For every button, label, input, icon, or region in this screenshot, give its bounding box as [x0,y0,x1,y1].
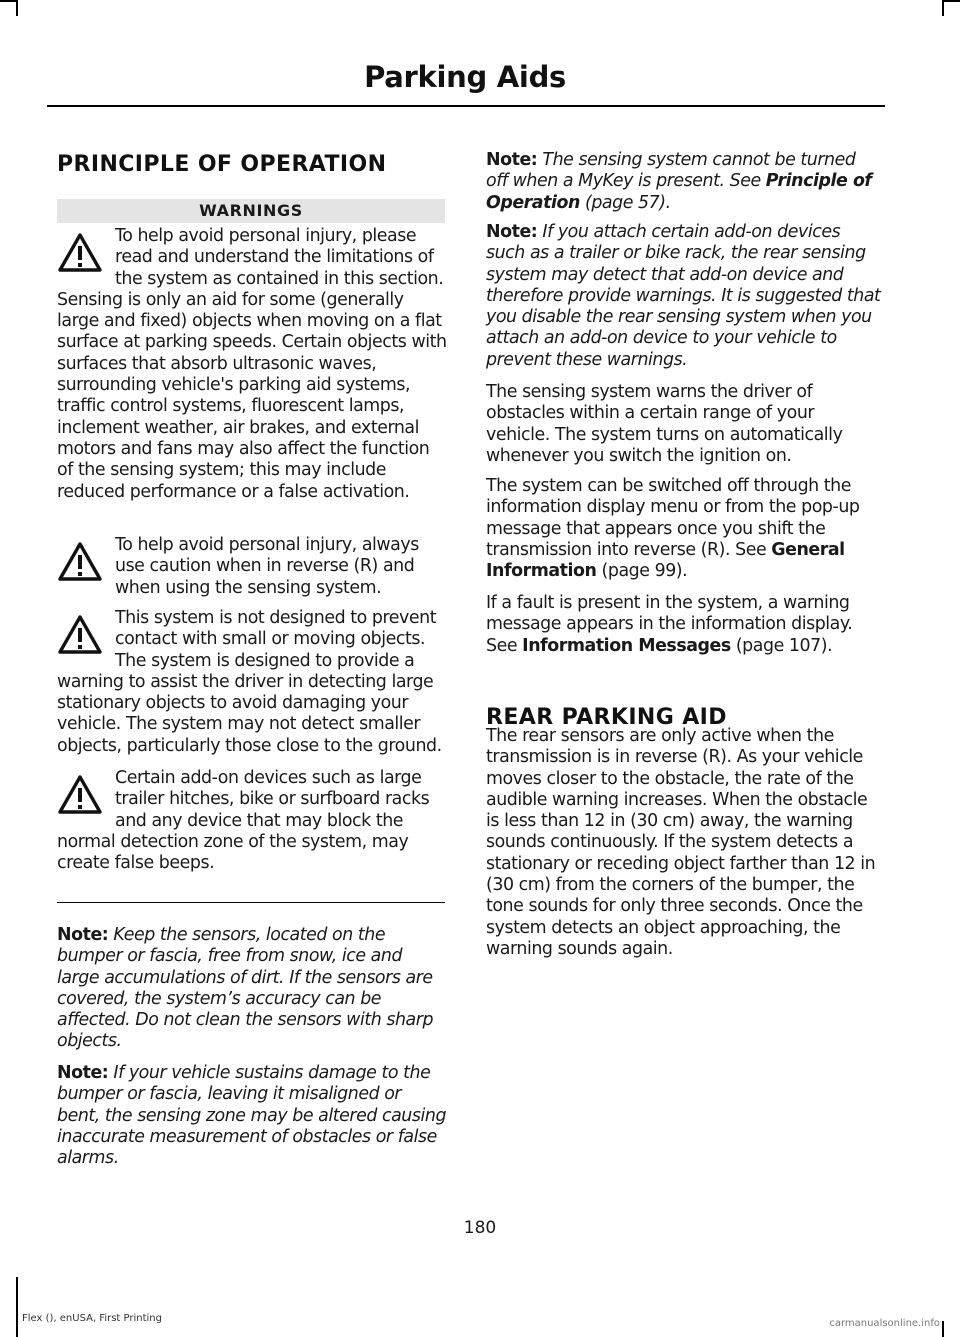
watermark: carmanualsonline.info [829,1318,940,1329]
warning-text: To help avoid personal injury, please read and understand the limitations of the system as contained in this section. Sensing is only an aid for some (generally large and fixed) objects when moving on a flat surface at parking speeds. Certain objects with surfaces that absorb ultrasonic waves, surrounding vehicle's parking aid systems, traffic control systems, fluorescent lamps, inclement weather, air brakes, and external motors and fans may also affect the function of the sensing system; this may include reduced performance or a false activation. [57,226,447,502]
note-label: Note: [486,222,538,242]
note-sensors [57,925,449,1053]
crop-mark [944,0,960,2]
note-text: The sensing system cannot be turned off when a MyKey is present. See [486,150,856,192]
crop-mark [16,0,18,16]
crop-mark [0,0,16,2]
cross-reference-link[interactable]: General Information [486,539,845,582]
crop-mark [16,1277,18,1337]
cross-reference-link[interactable]: Information Messages [522,635,731,656]
warning-text: Certain add-on devices such as large trailer hitches, bike or surfboard racks and any device that may block the normal detection zone of the system, may create false beeps. [57,768,430,874]
note-text: Keep the sensors, located on the bumper or fascia, free from snow, ice and large accumulations of dirt. If the sensors are covered, the system’s accuracy can be affected. Do not clean the sensors with sharp objects. [57,925,434,1052]
warning-triangle-icon [57,230,103,276]
crop-mark [942,0,944,16]
paragraph: The rear sensors are only active when the transmission is in reverse (R). As your vehicle moves closer to the obstacle, the rate of the audible warning increases. When the obstacle is less than 12 in (30 cm) away, the warning sounds continuously. If the system detects a stationary or receding object farther than 12 in (30 cm) from the corners of the bumper, the tone sounds for only three seconds. Once the system detects an object approaching, the warning sounds again. [486,726,876,959]
warning-triangle-icon [57,772,103,818]
note-add-on [486,222,882,371]
page-reference: (page 107). [735,635,833,656]
note-label: Note: [57,1063,109,1083]
warning-block [57,226,449,503]
warning-block [57,608,449,757]
paragraph [486,476,882,582]
page-reference: (page 57). [584,192,671,213]
note-text: If your vehicle sustains damage to the bumper or fascia, leaving it misaligned or bent, the sensing zone may be altered causing inaccurate measurement of obstacles or false alarms. [57,1063,447,1169]
warning-triangle-icon [57,612,103,658]
paragraph [486,593,882,657]
warnings-divider [57,902,445,903]
paragraph: The sensing system warns the driver of obstacles within a certain range of your vehicle. The system turns on automatically whenever you switch the ignition on. [486,382,843,466]
edition-footer: Flex (), enUSA, First Printing [22,1313,162,1324]
warning-text: This system is not designed to prevent contact with small or moving objects. The system is designed to provide a warning to assist the driver in detecting large stationary objects to avoid damaging your vehicle. The system may not detect smaller objects, particularly those close to the ground. [57,608,442,756]
section-title-rear: REAR PARKING AID [486,705,727,730]
note-label: Note: [57,925,109,945]
paragraph-text: The system can be switched off through the information display menu or from the pop-up message that appears once you shift the transmission into reverse (R). See [486,476,860,560]
warning-triangle-icon [57,539,103,585]
note-damage [57,1063,449,1169]
warning-block [57,535,449,599]
paragraph-text: If a fault is present in the system, a warning message appears in the information display. See [486,593,853,656]
crop-mark [942,1321,944,1337]
page-number: 180 [463,1218,497,1238]
note-text: If you attach certain add-on devices such as a trailer or bike rack, the rear sensing system may detect that add-on device and therefore provide warnings. It is suggested that you disable the rear sensing system when you attach an add-on device to your vehicle to prevent these warnings. [486,222,881,370]
note-label: Note: [486,150,538,170]
warning-block [57,768,449,874]
warning-text: To help avoid personal injury, always use caution when in reverse (R) and when using the sensing system. [115,535,419,598]
section-title-principle: PRINCIPLE OF OPERATION [57,152,387,177]
note-mykey [486,150,882,214]
header-divider [47,105,885,107]
page-reference: (page 99). [601,561,688,582]
cross-reference-link[interactable]: Principle of Operation [486,171,872,213]
warnings-heading: WARNINGS [57,199,445,223]
page-title: Parking Aids [364,60,566,94]
